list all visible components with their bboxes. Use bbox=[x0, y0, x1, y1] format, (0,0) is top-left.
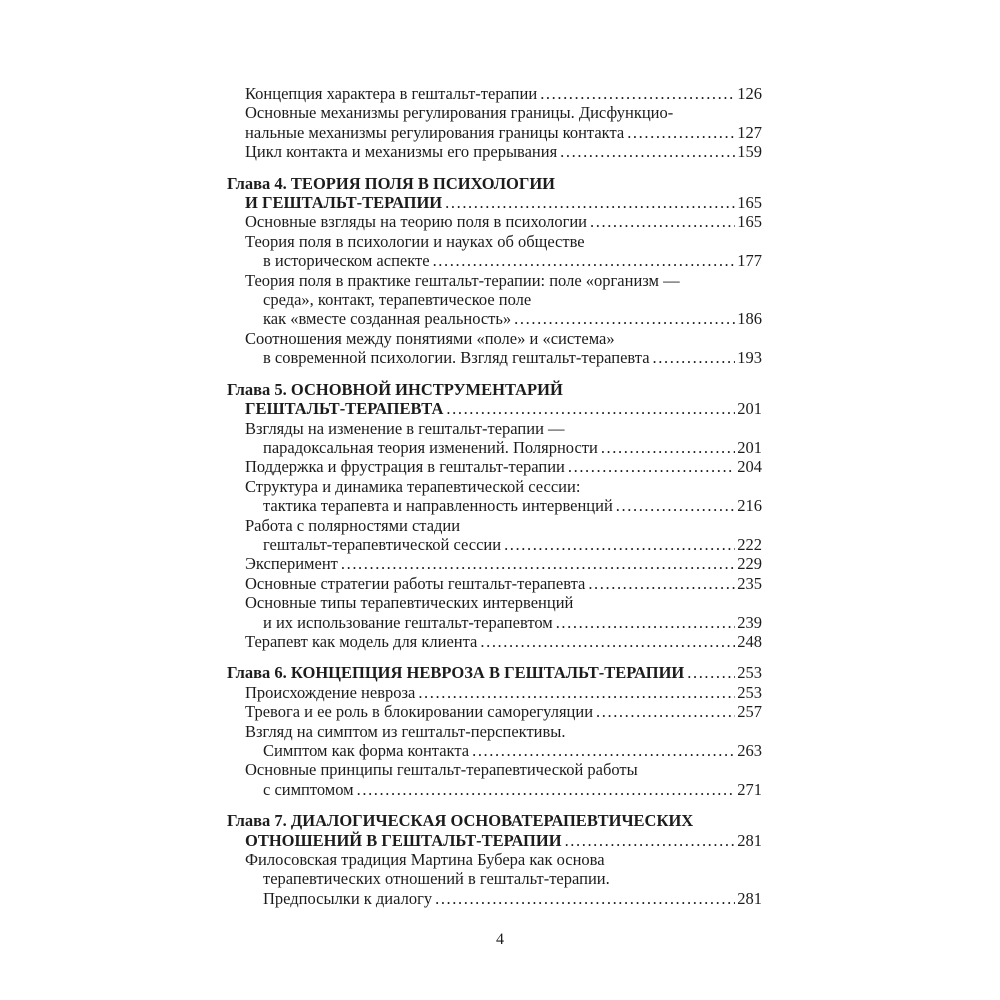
toc-line-text: ОТНОШЕНИЙ В ГЕШТАЛЬТ-ТЕРАПИИ bbox=[245, 830, 562, 850]
dot-leader bbox=[565, 831, 736, 850]
page-number: 4 bbox=[496, 931, 504, 948]
dot-leader bbox=[446, 399, 735, 418]
toc-section-entry bbox=[227, 142, 762, 161]
toc-line-text: Концепция характера в гештальт-терапии bbox=[245, 84, 538, 103]
toc-line-text: терапевтических отношений в гештальт-терапии. bbox=[263, 869, 610, 889]
toc-line bbox=[227, 811, 762, 830]
toc-line-text: Поддержка и фрустрация в гештальт-терапии bbox=[245, 457, 565, 477]
toc-line-text: Соотношения между понятиями «поле» и «система» bbox=[245, 328, 615, 348]
toc-section-entry bbox=[227, 84, 762, 103]
toc-line-text: Эксперимент bbox=[245, 554, 338, 574]
dot-leader bbox=[560, 142, 735, 161]
toc-page-number: 281 bbox=[737, 830, 762, 850]
toc-line bbox=[227, 329, 762, 348]
toc-line-text: И ГЕШТАЛЬТ-ТЕРАПИИ bbox=[245, 193, 443, 213]
dot-leader bbox=[433, 251, 736, 270]
toc-line bbox=[227, 889, 762, 908]
dot-leader bbox=[601, 438, 735, 457]
toc-section-entry bbox=[227, 554, 762, 573]
toc-line bbox=[227, 103, 762, 122]
toc-section-entry bbox=[227, 760, 762, 799]
toc-page-number: 281 bbox=[737, 888, 762, 908]
toc-line-text: ГЕШТАЛЬТ-ТЕРАПЕВТА bbox=[245, 399, 444, 419]
toc-line-text: Глава 6. КОНЦЕПЦИЯ НЕВРОЗА В ГЕШТАЛЬТ-ТЕРАПИИ bbox=[227, 663, 685, 683]
toc-line-text: в историческом аспекте bbox=[263, 251, 430, 271]
toc-line bbox=[227, 831, 762, 850]
toc-line-text: Основные взгляды на теорию поля в психологии bbox=[245, 212, 588, 232]
toc-page-number: 165 bbox=[737, 193, 762, 213]
toc-line bbox=[227, 574, 762, 593]
toc-line-text: Глава 4. ТЕОРИЯ ПОЛЯ В ПСИХОЛОГИИ bbox=[227, 173, 556, 193]
toc-page-number: 186 bbox=[737, 309, 762, 329]
toc-line-text: Основные механизмы регулирования границы. Дисфункцио- bbox=[245, 103, 674, 123]
toc-line bbox=[227, 419, 762, 438]
toc-section-entry bbox=[227, 722, 762, 761]
toc-line-text: и их использование гештальт-терапевтом bbox=[263, 612, 553, 632]
toc-section-entry bbox=[227, 850, 762, 908]
toc-line-text: среда», контакт, терапевтическое поле bbox=[263, 290, 532, 310]
toc-line-text: нальные механизмы регулирования границы контакта bbox=[245, 122, 625, 142]
toc-line-text: Структура и динамика терапевтической сессии: bbox=[245, 476, 581, 496]
dot-leader bbox=[357, 780, 736, 799]
toc-line bbox=[227, 535, 762, 554]
toc-line bbox=[227, 457, 762, 476]
toc-line bbox=[227, 212, 762, 231]
toc-chapter-entry bbox=[227, 174, 762, 213]
toc-section-entry bbox=[227, 477, 762, 516]
toc-section-entry bbox=[227, 232, 762, 271]
toc-section-entry bbox=[227, 212, 762, 231]
toc-chapter-entry bbox=[227, 663, 762, 682]
toc-line bbox=[227, 702, 762, 721]
toc-line-text: Теория поля в психологии и науках об обществе bbox=[245, 231, 585, 251]
dot-leader bbox=[616, 496, 735, 515]
toc-page-number: 253 bbox=[737, 663, 762, 683]
toc-line bbox=[227, 593, 762, 612]
toc-line bbox=[227, 850, 762, 869]
toc-line-text: парадоксальная теория изменений. Полярности bbox=[263, 437, 598, 457]
toc-page-number: 177 bbox=[737, 251, 762, 271]
dot-leader bbox=[435, 889, 735, 908]
toc-line bbox=[227, 683, 762, 702]
toc-line-text: в современной психологии. Взгляд гештальт-терапевта bbox=[263, 348, 650, 368]
toc-line bbox=[227, 722, 762, 741]
toc-line-text: Работа с полярностями стадии bbox=[245, 515, 461, 535]
dot-leader bbox=[590, 212, 735, 231]
toc-line-text: Филосовская традиция Мартина Бубера как основа bbox=[245, 850, 605, 870]
table-of-contents bbox=[227, 84, 762, 908]
dot-leader bbox=[418, 683, 735, 702]
toc-page-number: 239 bbox=[737, 612, 762, 632]
toc-line bbox=[227, 142, 762, 161]
toc-line bbox=[227, 438, 762, 457]
dot-leader bbox=[568, 457, 735, 476]
dot-leader bbox=[472, 741, 735, 760]
toc-page-number: 201 bbox=[737, 437, 762, 457]
toc-line-text: Взгляды на изменение в гештальт-терапии — bbox=[245, 418, 565, 438]
dot-leader bbox=[588, 574, 735, 593]
toc-line bbox=[227, 760, 762, 779]
toc-section-entry bbox=[227, 329, 762, 368]
toc-line-text: Глава 5. ОСНОВНОЙ ИНСТРУМЕНТАРИЙ bbox=[227, 379, 563, 399]
toc-page-number: 271 bbox=[737, 779, 762, 799]
dot-leader bbox=[627, 123, 735, 142]
toc-page-number: 253 bbox=[737, 682, 762, 702]
toc-line bbox=[227, 84, 762, 103]
toc-line bbox=[227, 399, 762, 418]
toc-page-number: 263 bbox=[737, 741, 762, 760]
toc-section-entry bbox=[227, 516, 762, 555]
toc-line bbox=[227, 348, 762, 367]
dot-leader bbox=[445, 193, 735, 212]
toc-line-text: как «вместе созданная реальность» bbox=[263, 309, 512, 329]
toc-line bbox=[227, 380, 762, 399]
toc-line-text: гештальт-терапевтической сессии bbox=[263, 534, 502, 554]
toc-line-text: Теория поля в практике гештальт-терапии: поле «организм — bbox=[245, 270, 680, 290]
dot-leader bbox=[653, 348, 736, 367]
toc-line-text: Терапевт как модель для клиента bbox=[245, 631, 478, 651]
toc-section-entry bbox=[227, 683, 762, 702]
toc-section-entry bbox=[227, 271, 762, 329]
toc-page-number: 201 bbox=[737, 399, 762, 419]
toc-page-number: 126 bbox=[737, 84, 762, 103]
toc-page-number: 235 bbox=[737, 573, 762, 593]
toc-page-number: 257 bbox=[737, 702, 762, 722]
dot-leader bbox=[596, 702, 735, 721]
toc-line-text: Происхождение невроза bbox=[245, 682, 416, 702]
toc-page-number: 193 bbox=[737, 348, 762, 368]
toc-line bbox=[227, 516, 762, 535]
toc-line bbox=[227, 309, 762, 328]
toc-page-number: 204 bbox=[737, 457, 762, 477]
toc-line bbox=[227, 869, 762, 888]
toc-line bbox=[227, 741, 762, 760]
toc-line-text: тактика терапевта и направленность интервенций bbox=[263, 496, 613, 516]
toc-line-text: Симптом как форма контакта bbox=[263, 741, 470, 760]
toc-line-text: Тревога и ее роль в блокировании саморегуляции bbox=[245, 702, 594, 722]
toc-line-text: с симптомом bbox=[263, 779, 354, 799]
toc-page-number: 159 bbox=[737, 142, 762, 162]
toc-section-entry bbox=[227, 574, 762, 593]
toc-line bbox=[227, 613, 762, 632]
toc-section-entry bbox=[227, 103, 762, 142]
toc-line bbox=[227, 663, 762, 682]
dot-leader bbox=[341, 554, 735, 573]
toc-page-number: 248 bbox=[737, 631, 762, 651]
toc-line bbox=[227, 232, 762, 251]
toc-line bbox=[227, 174, 762, 193]
toc-line bbox=[227, 193, 762, 212]
toc-page-number: 229 bbox=[737, 554, 762, 574]
toc-line bbox=[227, 271, 762, 290]
toc-line-text: Взгляд на симптом из гештальт-перспективы. bbox=[245, 721, 566, 741]
dot-leader bbox=[540, 84, 735, 103]
toc-line bbox=[227, 290, 762, 309]
toc-line bbox=[227, 780, 762, 799]
toc-section-entry bbox=[227, 593, 762, 632]
toc-line bbox=[227, 554, 762, 573]
toc-page-number: 222 bbox=[737, 534, 762, 554]
toc-line bbox=[227, 251, 762, 270]
toc-chapter-entry bbox=[227, 380, 762, 419]
toc-page-number: 216 bbox=[737, 496, 762, 516]
toc-section-entry bbox=[227, 457, 762, 476]
toc-line-text: Глава 7. ДИАЛОГИЧЕСКАЯ ОСНОВАТЕРАПЕВТИЧЕСКИХ bbox=[227, 811, 694, 831]
toc-line-text: Предпосылки к диалогу bbox=[263, 888, 433, 908]
toc-line bbox=[227, 496, 762, 515]
toc-line-text: Основные принципы гештальт-терапевтической работы bbox=[245, 760, 638, 780]
toc-line-text: Цикл контакта и механизмы его прерывания bbox=[245, 142, 558, 162]
toc-line bbox=[227, 123, 762, 142]
dot-leader bbox=[504, 535, 735, 554]
toc-page-number: 165 bbox=[737, 212, 762, 232]
dot-leader bbox=[687, 663, 735, 682]
dot-leader bbox=[514, 309, 735, 328]
toc-line-text: Основные стратегии работы гештальт-терапевта bbox=[245, 573, 586, 593]
toc-section-entry bbox=[227, 702, 762, 721]
toc-chapter-entry bbox=[227, 811, 762, 850]
toc-section-entry bbox=[227, 419, 762, 458]
toc-line-text: Основные типы терапевтических интервенций bbox=[245, 593, 574, 613]
toc-page-number: 127 bbox=[737, 122, 762, 142]
dot-leader bbox=[480, 632, 735, 651]
toc-line bbox=[227, 477, 762, 496]
dot-leader bbox=[556, 613, 736, 632]
toc-line bbox=[227, 632, 762, 651]
toc-section-entry bbox=[227, 632, 762, 651]
